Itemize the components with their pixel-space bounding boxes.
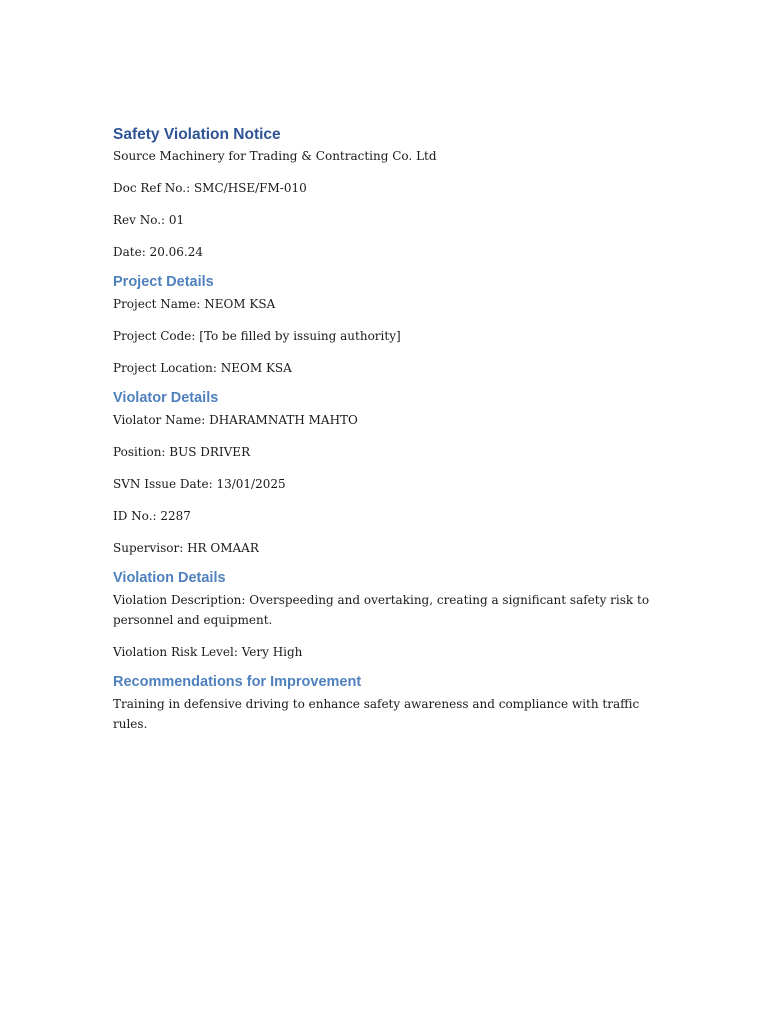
- violator-name: Violator Name: DHARAMNATH MAHTO: [113, 413, 358, 427]
- doc-ref-number: Doc Ref No.: SMC/HSE/FM-010: [113, 181, 307, 195]
- revision-number: Rev No.: 01: [113, 213, 185, 227]
- project-location: Project Location: NEOM KSA: [113, 361, 292, 375]
- document-page: [113, 124, 673, 734]
- project-details-heading: Project Details: [113, 274, 214, 290]
- violation-description-line-2: personnel and equipment.: [113, 613, 273, 627]
- violation-details-heading: Violation Details: [113, 570, 226, 586]
- project-name: Project Name: NEOM KSA: [113, 297, 276, 311]
- recommendations-heading: Recommendations for Improvement: [113, 674, 362, 690]
- violation-risk-level: Violation Risk Level: Very High: [113, 645, 303, 659]
- violation-description-line-1: Violation Description: Overspeeding and overtaking, creating a significant safety risk to: [113, 593, 650, 607]
- violator-position: Position: BUS DRIVER: [113, 445, 251, 459]
- project-code: Project Code: [To be filled by issuing authority]: [113, 329, 401, 343]
- supervisor: Supervisor: HR OMAAR: [113, 541, 259, 555]
- company-name: Source Machinery for Trading & Contracting Co. Ltd: [113, 149, 437, 163]
- document-title: Safety Violation Notice: [113, 126, 281, 143]
- id-number: ID No.: 2287: [113, 509, 191, 523]
- violator-details-heading: Violator Details: [113, 390, 219, 406]
- svn-issue-date: SVN Issue Date: 13/01/2025: [113, 477, 286, 491]
- document-date: Date: 20.06.24: [113, 245, 203, 259]
- recommendations-text: Training in defensive driving to enhance safety awareness and compliance with traffic rules.: [113, 697, 644, 731]
